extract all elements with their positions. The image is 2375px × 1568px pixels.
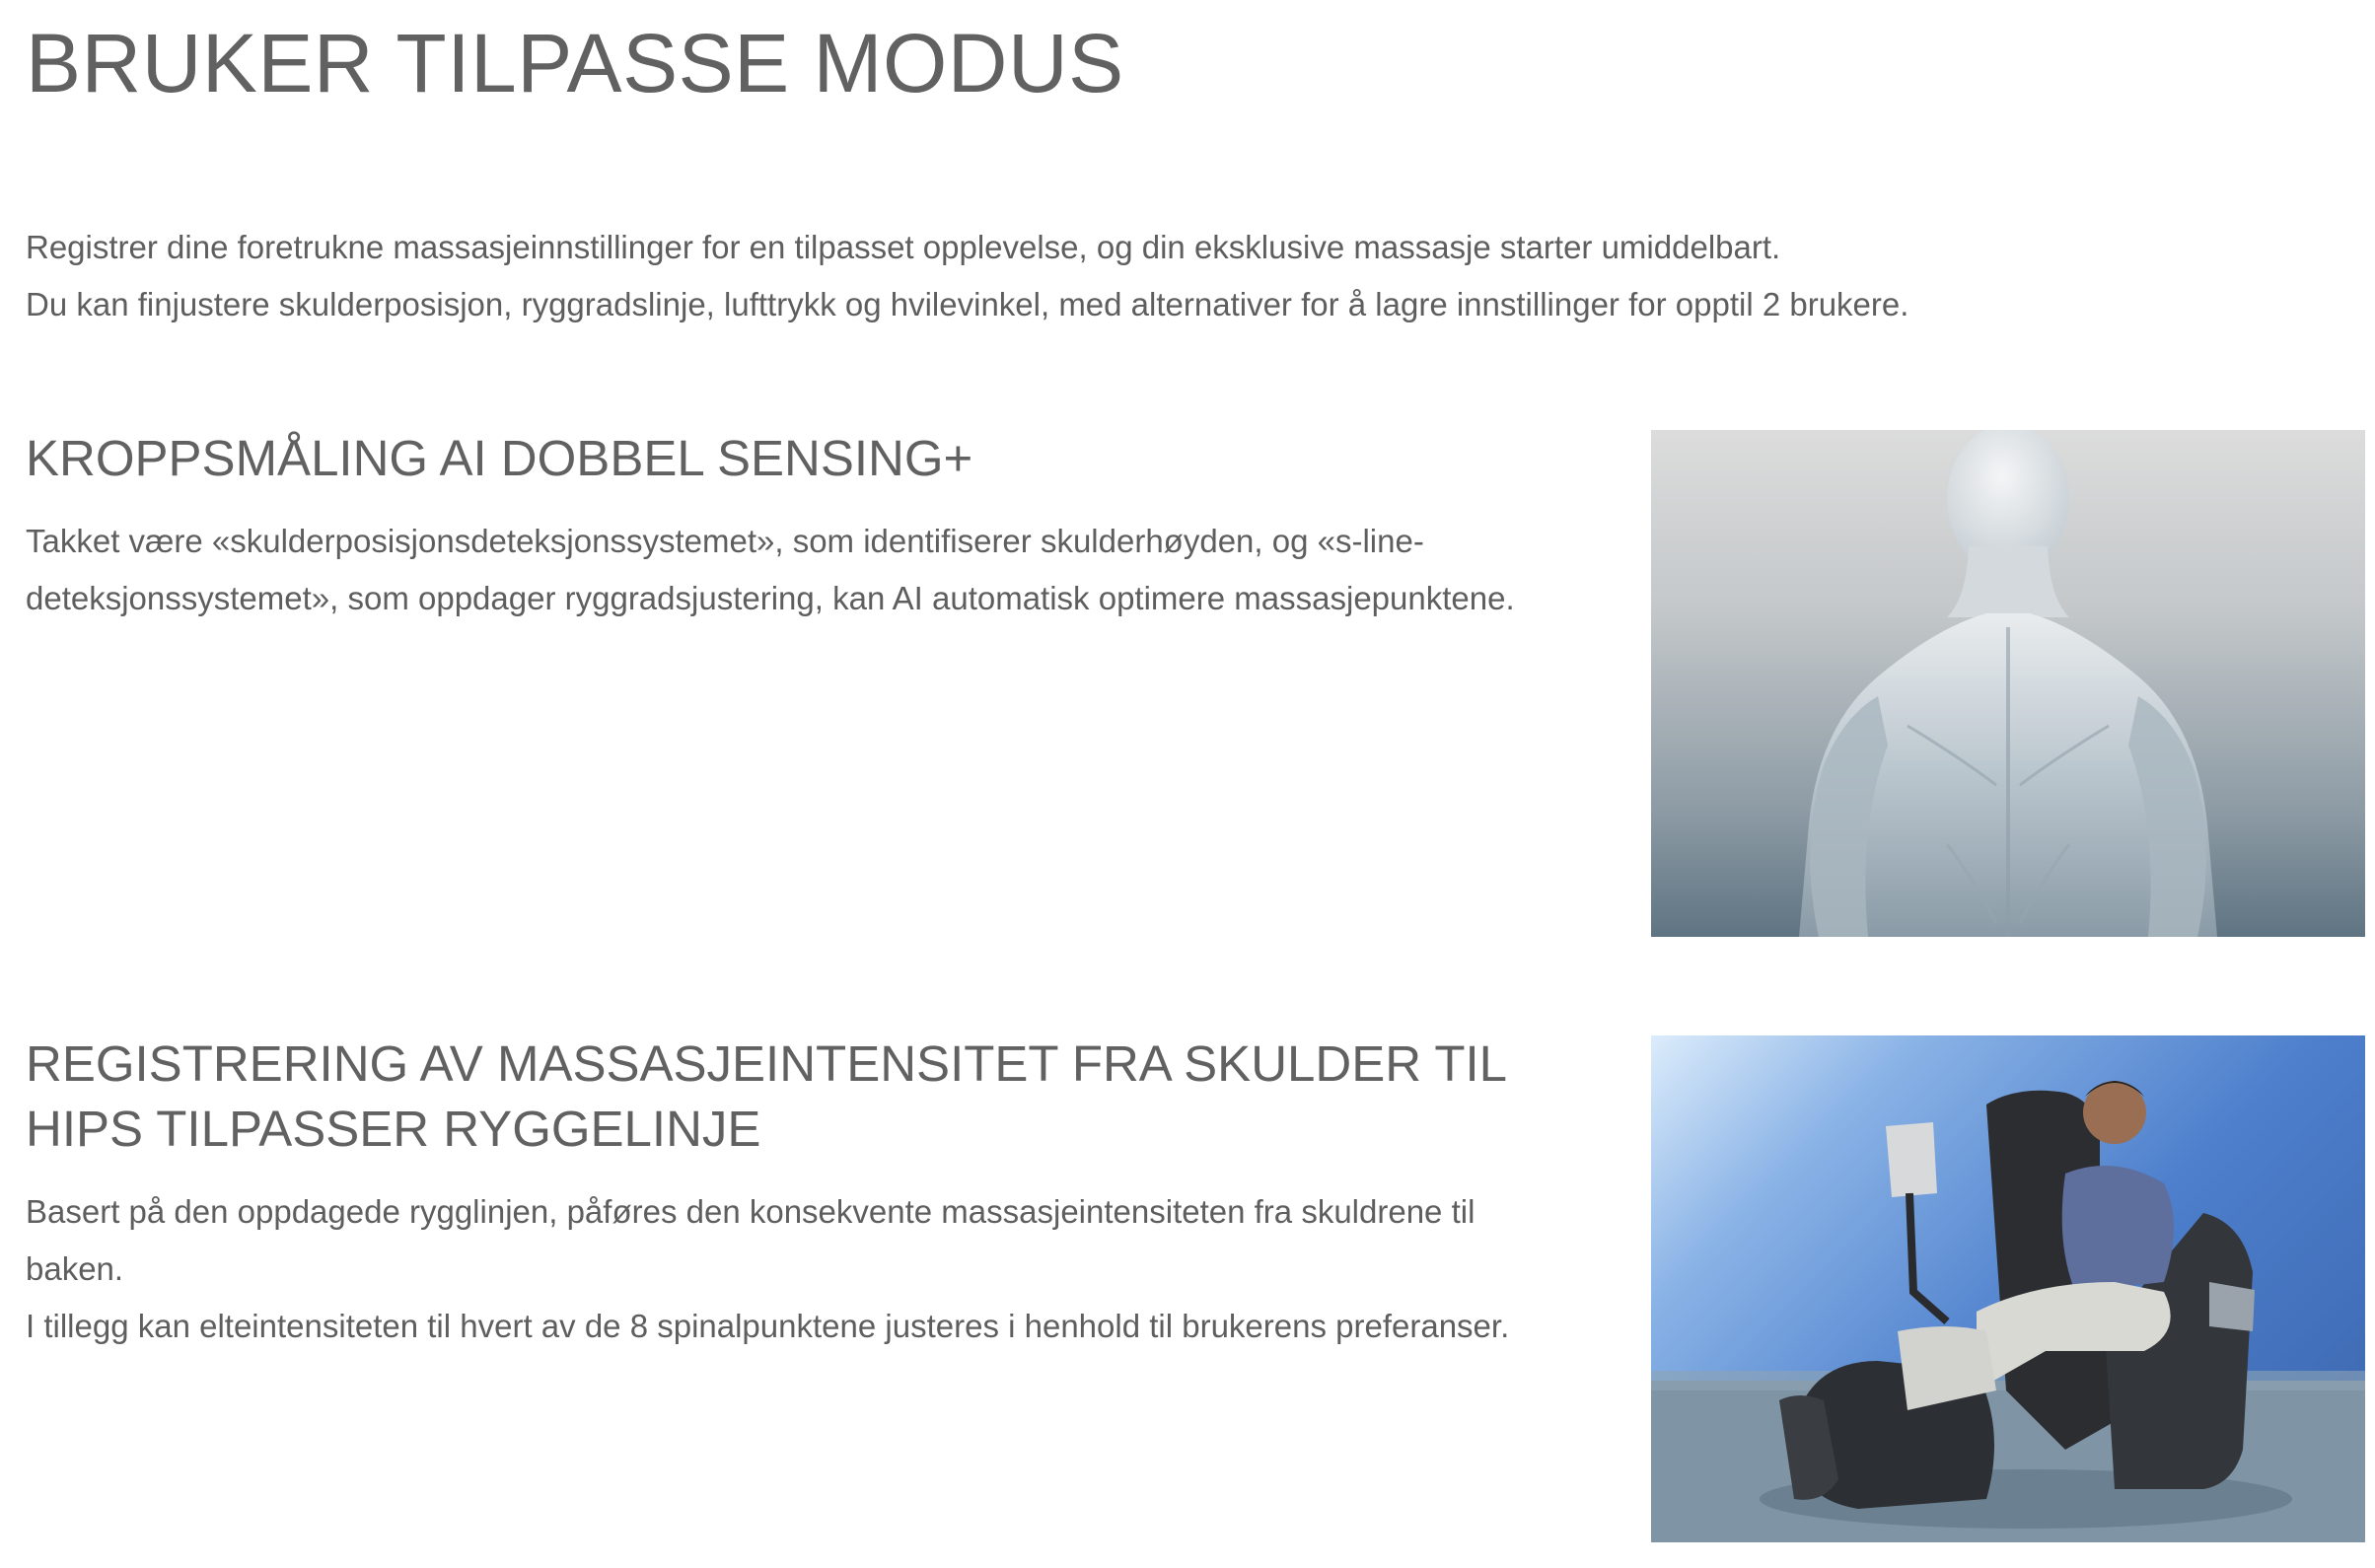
intro-paragraph: Du kan finjustere skulderposisjon, ryggradslinje, lufttrykk og hvilevinkel, med alternativer for å lagre innstillinger for opptil 2 brukere.: [26, 286, 1909, 322]
section-body-intensity: [26, 1032, 1564, 1355]
section-heading: REGISTRERING AV MASSASJEINTENSITET FRA SKULDER TIL HIPS TILPASSER RYGGELINJE: [26, 1035, 1506, 1157]
intro-text: [26, 219, 2294, 333]
section-body: [26, 513, 1515, 627]
section-heading: KROPPSMÅLING AI DOBBEL SENSING+: [26, 430, 973, 486]
page-title: BRUKER TILPASSE MODUS: [26, 17, 1124, 109]
intro-paragraph: Registrer dine foretrukne massasjeinnstillinger for en tilpasset opplevelse, og din eksklusive massasje starter umiddelbart.: [26, 229, 1781, 265]
section-body-sensing: [26, 426, 1564, 627]
muscular-back-illustration: [1651, 430, 2365, 937]
back-muscle-image: [1651, 430, 2365, 937]
section-paragraph: Basert på den oppdagede rygglinjen, påføres den konsekvente massasjeintensiteten fra skuldrene til baken.: [26, 1193, 1475, 1287]
section-paragraph: Takket være «skulderposisjonsdeteksjonssystemet», som identifiserer skulderhøyden, og «s-line-deteksjonssystemet», som oppdager ryggradsjustering, kan AI automatisk optimere massasjepunktene.: [26, 523, 1515, 616]
massage-chair-image: [1651, 1035, 2365, 1542]
section-body: [26, 1183, 1564, 1355]
man-in-massage-chair-photo: [1651, 1035, 2365, 1542]
section-paragraph: I tillegg kan elteintensiteten til hvert av de 8 spinalpunktene justeres i henhold til brukerens preferanser.: [26, 1308, 1510, 1344]
